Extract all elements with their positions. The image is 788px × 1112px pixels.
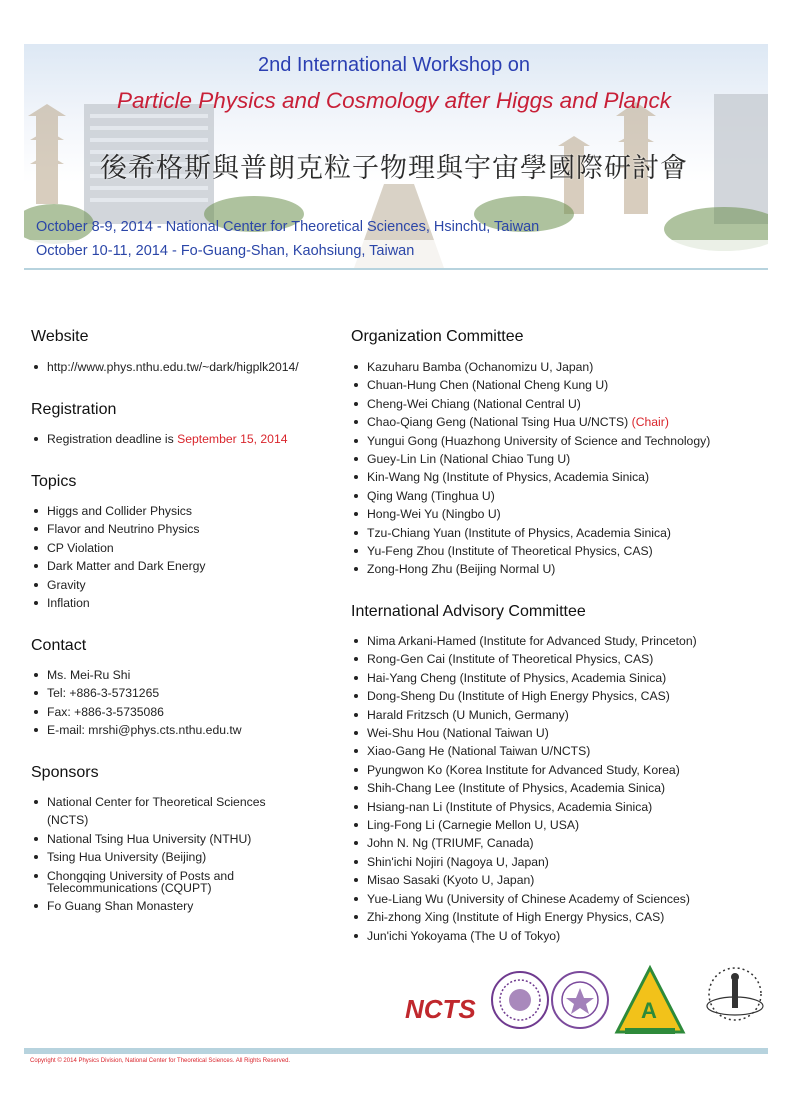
sponsor-logos [405,962,765,1042]
organization-heading: Organization Committee [351,328,524,345]
list-item: Tzu-Chiang Yuan (Institute of Physics, Academia Sinica) [351,524,771,542]
list-item: Yue-Liang Wu (University of Chinese Academy of Sciences) [351,890,771,908]
list-item: Qing Wang (Tinghua U) [351,487,771,505]
list-item: Yungui Gong (Huazhong University of Science and Technology) [351,432,771,450]
website-list [31,358,331,376]
list-item: Ling-Fong Li (Carnegie Mellon U, USA) [351,816,771,834]
list-item: CP Violation [31,539,331,557]
list-item: Shin'ichi Nojiri (Nagoya U, Japan) [351,853,771,871]
advisory-list [351,632,771,945]
registration-deadline [31,430,331,448]
svg-text:A: A [641,998,657,1023]
website-heading: Website [31,328,89,345]
list-item: Inflation [31,594,331,612]
fo-guang-shan-logo [707,968,763,1020]
contact-name: Ms. Mei-Ru Shi [31,666,331,684]
organization-list [351,358,771,579]
website-url-link[interactable]: http://www.phys.nthu.edu.tw/~dark/higplk2014/ [31,358,331,376]
footer-divider [24,1048,768,1054]
list-item: National Center for Theoretical Sciences (NCTS) [31,793,281,830]
list-item: Dark Matter and Dark Energy [31,557,331,575]
workshop-subtitle: 2nd International Workshop on [257,54,531,76]
topics-list [31,502,331,612]
contact-list [31,666,331,740]
topics-heading: Topics [31,473,77,490]
list-item: Cheng-Wei Chiang (National Central U) [351,395,771,413]
advisory-heading: International Advisory Committee [351,603,586,620]
list-item: Flavor and Neutrino Physics [31,520,331,538]
contact-tel: Tel: +886-3-5731265 [31,684,331,702]
cqupt-logo [617,968,683,1034]
list-item: Fo Guang Shan Monastery [31,897,281,915]
nthu-seal-logo [492,972,548,1028]
tsinghua-beijing-seal-logo [552,972,608,1028]
list-item: Gravity [31,576,331,594]
list-item: National Tsing Hua University (NTHU) [31,830,281,848]
list-item: Hong-Wei Yu (Ningbo U) [351,505,771,523]
ncts-logo: NCTS [405,994,476,1024]
list-item: John N. Ng (TRIUMF, Canada) [351,834,771,852]
copyright-text: Copyright © 2014 Physics Division, National Center for Theoretical Sciences. All Rights Reserved. [30,1058,291,1064]
list-item: Xiao-Gang He (National Taiwan U/NCTS) [351,742,771,760]
list-item: Tsing Hua University (Beijing) [31,848,281,866]
list-item: Pyungwon Ko (Korea Institute for Advanced Study, Korea) [351,761,771,779]
workshop-title-chinese: 後希格斯與普朗克粒子物理與宇宙學國際研討會 [100,153,688,184]
banner-divider [24,268,768,270]
contact-heading: Contact [31,637,87,654]
list-item: Chongqing University of Posts and Telecommunications (CQUPT) [31,867,281,897]
sponsors-heading: Sponsors [31,764,99,781]
chair-member: Chao-Qiang Geng (National Tsing Hua U/NCTS) [367,415,632,430]
list-item: Harald Fritzsch (U Munich, Germany) [351,706,771,724]
list-item: Hai-Yang Cheng (Institute of Physics, Academia Sinica) [351,669,771,687]
list-item: Shih-Chang Lee (Institute of Physics, Academia Sinica) [351,779,771,797]
list-item: Nima Arkani-Hamed (Institute for Advanced Study, Princeton) [351,632,771,650]
list-item: Rong-Gen Cai (Institute of Theoretical Physics, CAS) [351,650,771,668]
list-item: Zhi-zhong Xing (Institute of High Energy Physics, CAS) [351,908,771,926]
list-item: Hsiang-nan Li (Institute of Physics, Academia Sinica) [351,798,771,816]
list-item: Dong-Sheng Du (Institute of High Energy Physics, CAS) [351,687,771,705]
list-item: Chuan-Hung Chen (National Cheng Kung U) [351,376,771,394]
list-item [351,413,771,431]
list-item: Guey-Lin Lin (National Chiao Tung U) [351,450,771,468]
registration-heading: Registration [31,401,117,418]
list-item: Yu-Feng Zhou (Institute of Theoretical Physics, CAS) [351,542,771,560]
contact-fax: Fax: +886-3-5735086 [31,703,331,721]
list-item: Misao Sasaki (Kyoto U, Japan) [351,871,771,889]
list-item: Higgs and Collider Physics [31,502,331,520]
list-item: Wei-Shu Hou (National Taiwan U) [351,724,771,742]
list-item: Jun'ichi Yokoyama (The U of Tokyo) [351,927,771,945]
list-item: Kazuharu Bamba (Ochanomizu U, Japan) [351,358,771,376]
date-hsinchu: October 8-9, 2014 - National Center for Theoretical Sciences, Hsinchu, Taiwan [36,219,540,235]
contact-email[interactable]: E-mail: mrshi@phys.cts.nthu.edu.tw [31,721,331,739]
sponsors-list [31,793,281,915]
date-kaohsiung: October 10-11, 2014 - Fo-Guang-Shan, Kaohsiung, Taiwan [36,243,415,259]
list-item: Zong-Hong Zhu (Beijing Normal U) [351,560,771,578]
registration-list [31,430,331,448]
chair-label: (Chair) [631,415,669,430]
workshop-title: Particle Physics and Cosmology after Higgs and Planck [116,88,671,113]
registration-text: Registration deadline is [47,432,178,446]
registration-deadline-date: September 15, 2014 [177,432,288,446]
list-item: Kin-Wang Ng (Institute of Physics, Academia Sinica) [351,468,771,486]
